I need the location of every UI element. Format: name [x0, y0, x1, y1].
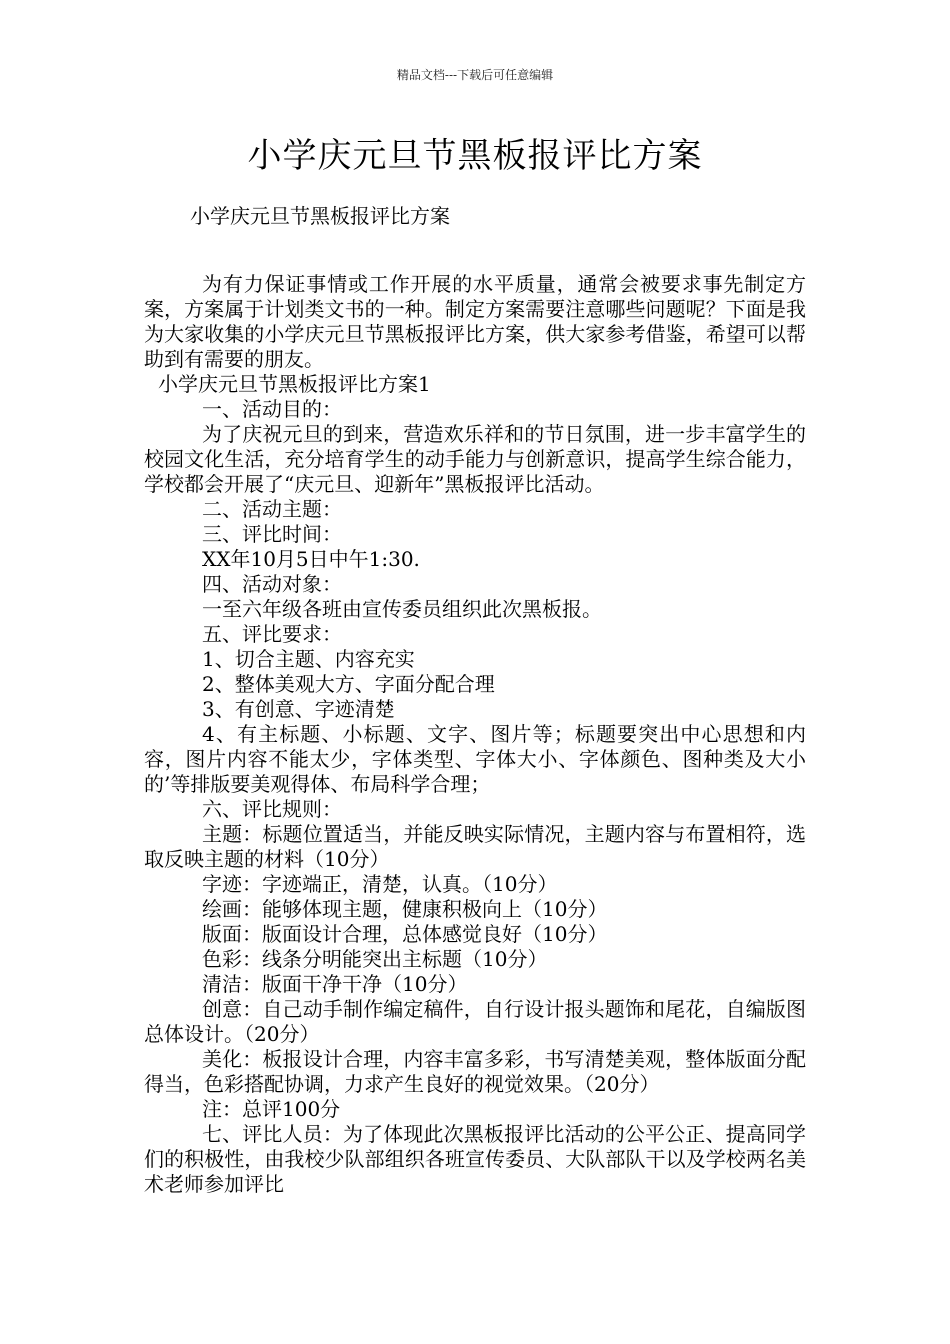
- body-paragraph: 二、活动主题：: [202, 497, 342, 521]
- body-paragraph: 主题：标题位置适当，并能反映实际情况，主题内容与布置相符，选取反映主题的材料（10分）: [144, 822, 806, 871]
- header-note: 精品文档---下载后可任意编辑: [396, 68, 554, 82]
- document-body: [144, 272, 806, 1197]
- body-paragraph: XX年10月5日中午1:30.: [202, 547, 420, 571]
- body-paragraph: 4、有主标题、小标题、文字、图片等；标题要突出中心思想和内容，图片内容不能太少，字体类型、字体大小、字体颜色、图种类及大小的’等排版要美观得体、布局科学合理；: [144, 722, 806, 796]
- body-paragraph: 小学庆元旦节黑板报评比方案1: [158, 372, 431, 396]
- body-paragraph: 版面：版面设计合理，总体感觉良好（10分）: [202, 922, 608, 946]
- body-paragraph: 三、评比时间：: [202, 522, 342, 546]
- body-paragraph: 1、切合主题、内容充实: [202, 647, 415, 671]
- body-paragraph: 清洁：版面干净干净（10分）: [202, 972, 468, 996]
- body-paragraph: 一至六年级各班由宣传委员组织此次黑板报。: [202, 597, 602, 621]
- body-paragraph: 2、整体美观大方、字面分配合理: [202, 672, 495, 696]
- body-paragraph: 为了庆祝元旦的到来，营造欢乐祥和的节日氛围，进一步丰富学生的校园文化生活，充分培育学生的动手能力与创新意识，提高学生综合能力，学校都会开展了“庆元旦、迎新年”黑板报评比活动。: [144, 422, 806, 496]
- body-paragraph: 创意：自己动手制作编定稿件，自行设计报头题饰和尾花，自编版图总体设计。（20分）: [144, 997, 806, 1046]
- document-subtitle: 小学庆元旦节黑板报评比方案: [190, 204, 450, 228]
- body-paragraph: 美化：板报设计合理，内容丰富多彩，书写清楚美观，整体版面分配得当，色彩搭配协调，力求产生良好的视觉效果。（20分）: [144, 1047, 806, 1096]
- body-paragraph: 注：总评100分: [202, 1097, 341, 1121]
- body-paragraph: 3、有创意、字迹清楚: [202, 697, 395, 721]
- body-paragraph: 绘画：能够体现主题，健康积极向上（10分）: [202, 897, 608, 921]
- body-paragraph: 七、评比人员：为了体现此次黑板报评比活动的公平公正、提高同学们的积极性，由我校少队部组织各班宣传委员、大队部队干以及学校两名美术老师参加评比: [144, 1122, 806, 1196]
- document-title: 小学庆元旦节黑板报评比方案: [247, 136, 703, 176]
- body-paragraph: 字迹：字迹端正，清楚，认真。（10分）: [202, 872, 558, 896]
- body-paragraph: 四、活动对象：: [202, 572, 342, 596]
- body-paragraph: 为有力保证事情或工作开展的水平质量，通常会被要求事先制定方案，方案属于计划类文书的一种。制定方案需要注意哪些问题呢？下面是我为大家收集的小学庆元旦节黑板报评比方案，供大家参考借鉴，希望可以帮助到有需要的朋友。: [144, 272, 806, 371]
- body-paragraph: 五、评比要求：: [202, 622, 342, 646]
- body-paragraph: 一、活动目的：: [202, 397, 342, 421]
- body-paragraph: 六、评比规则：: [202, 797, 342, 821]
- body-paragraph: 色彩：线条分明能突出主标题（10分）: [202, 947, 548, 971]
